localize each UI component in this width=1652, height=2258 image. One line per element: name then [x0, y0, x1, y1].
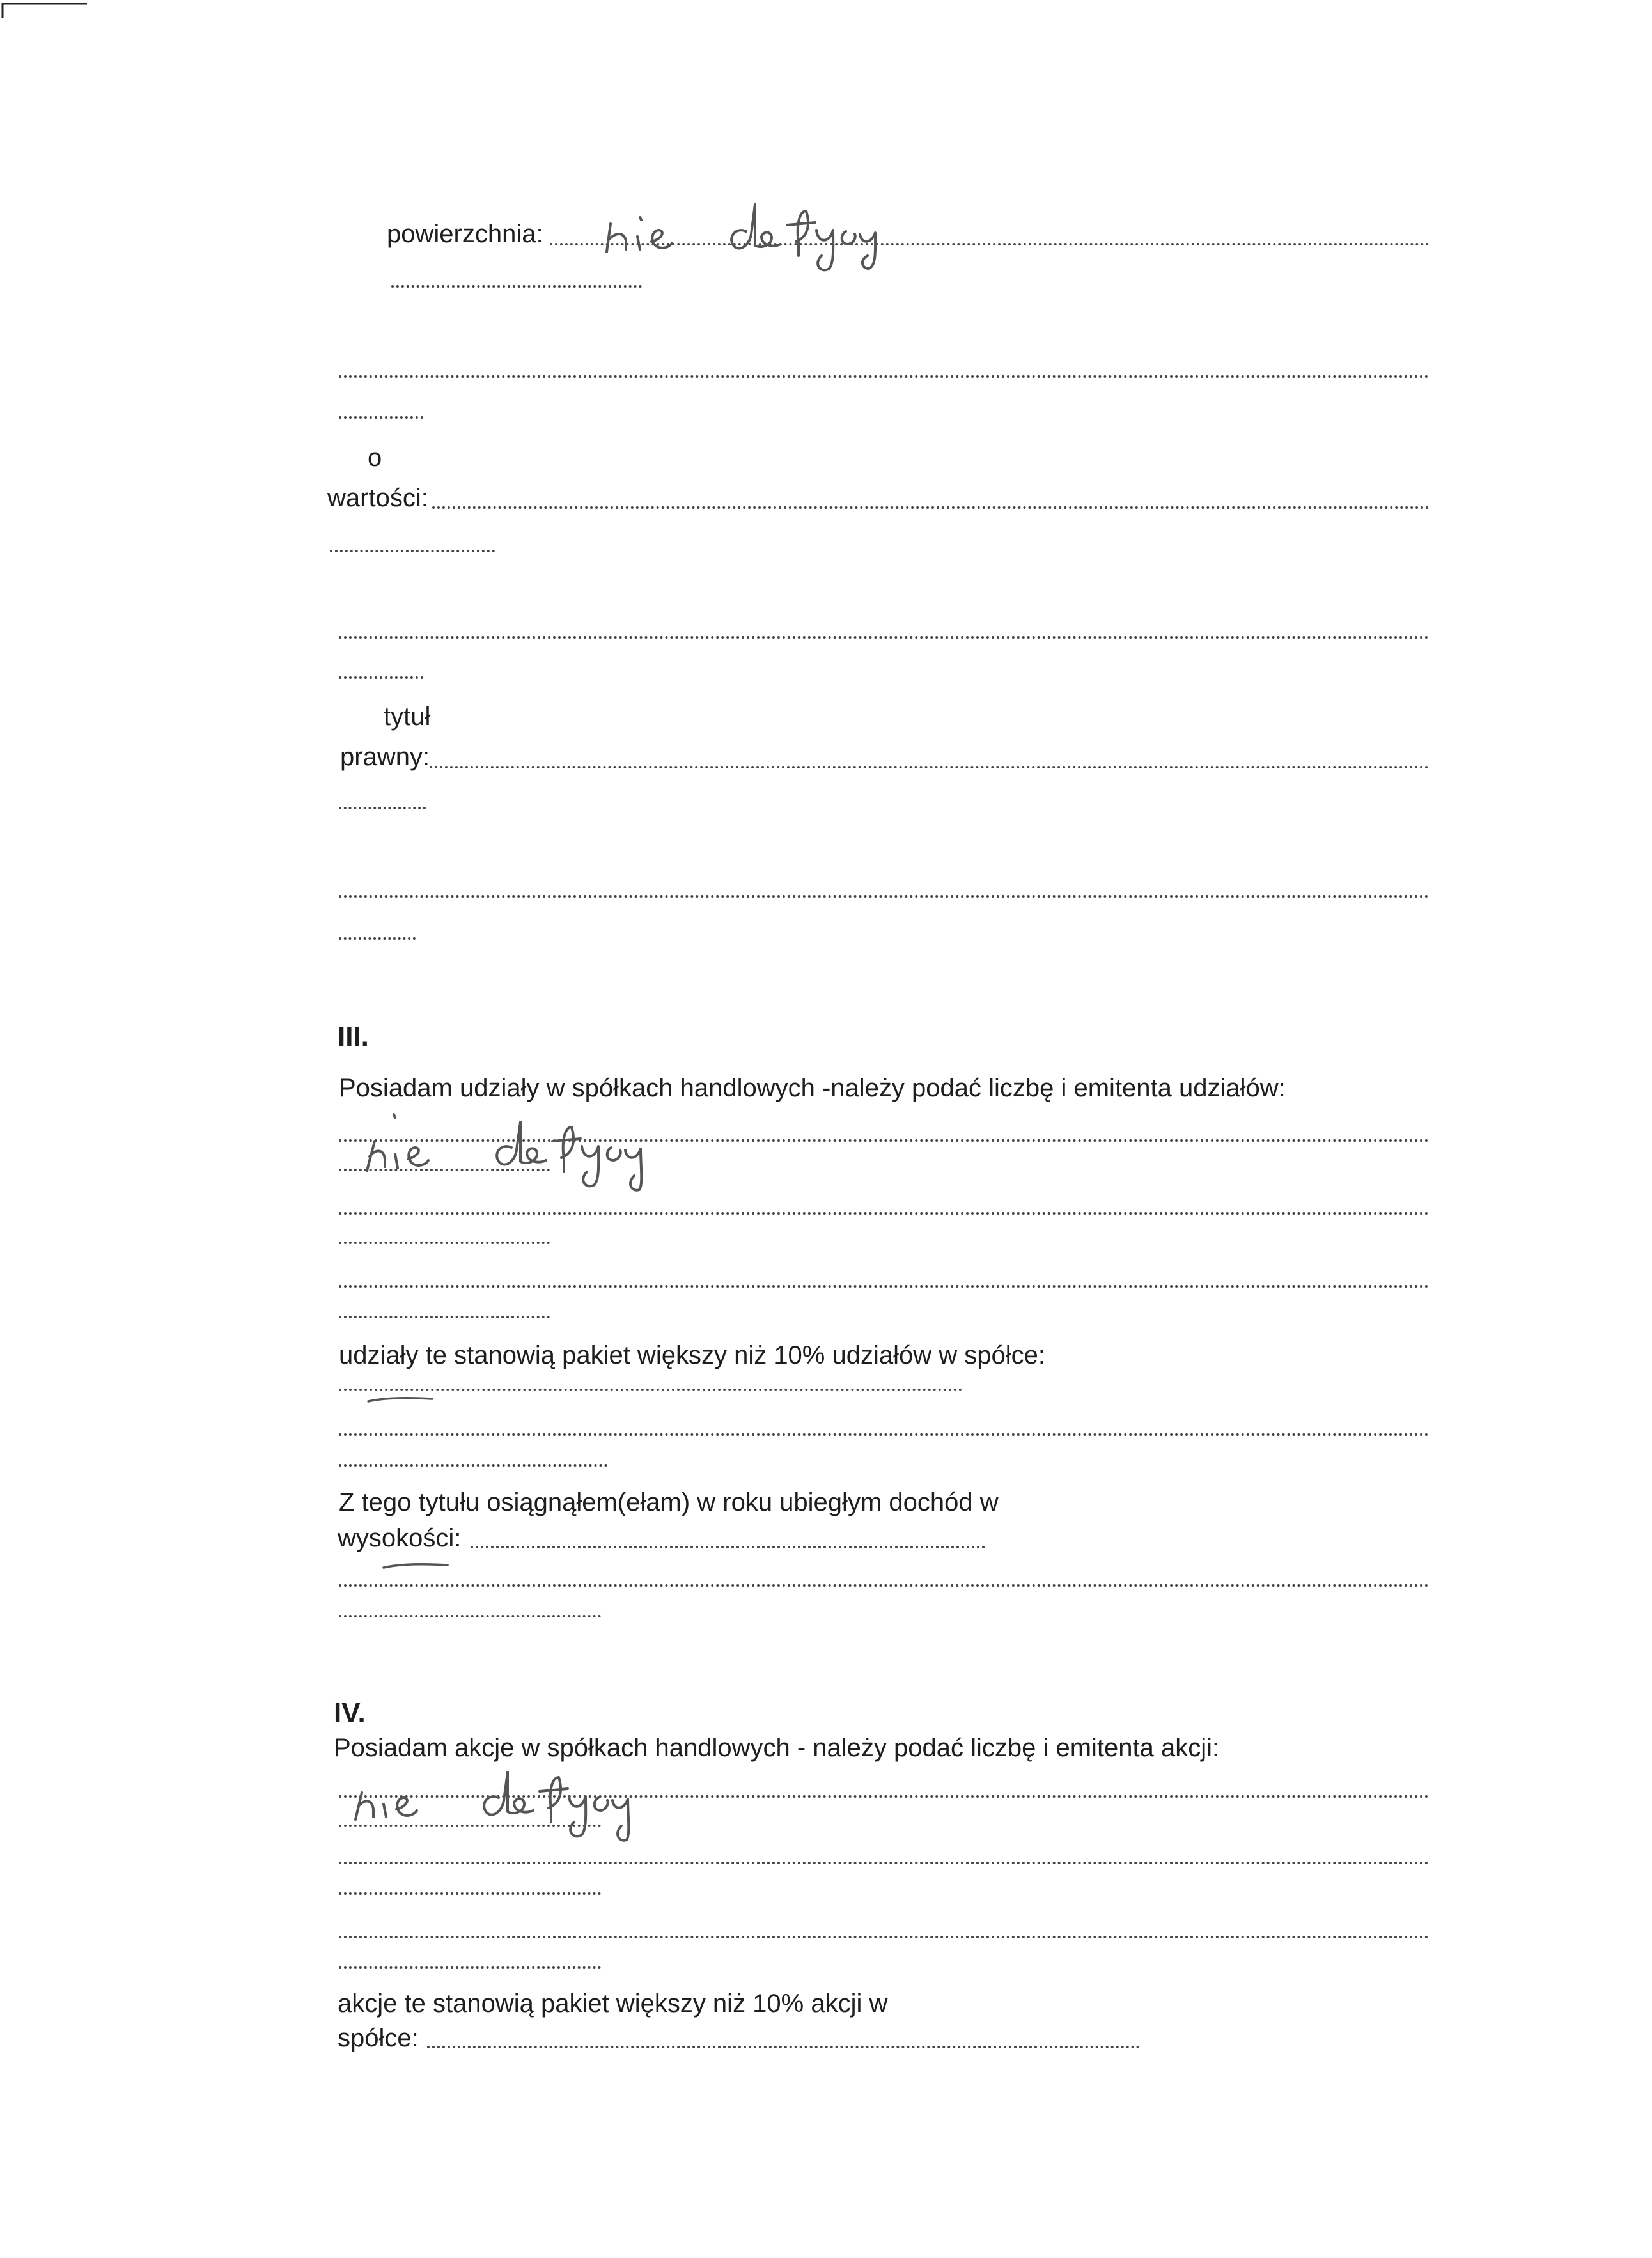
title-fill-line [430, 766, 1429, 768]
shares-income-extra-line-b [339, 1615, 601, 1617]
shares-fill-line-2b [339, 1242, 550, 1244]
property-extra-line-1b [339, 416, 423, 419]
title-continuation-line [339, 807, 426, 809]
stocks-fill-line-2b [339, 1892, 601, 1895]
shares-income-fill-line [471, 1546, 985, 1548]
property-extra-line-3 [339, 895, 1429, 898]
shares-income-question-line1: Z tego tytułu osiągnąłem(ełam) w roku ubiegłym dochód w [339, 1488, 999, 1516]
title-label-line2: prawny: [340, 743, 430, 771]
property-extra-line-2 [339, 636, 1429, 639]
value-label: wartości: [327, 484, 428, 512]
shares-stake-extra-line [339, 1433, 1429, 1436]
shares-stake-question: udziały te stanowią pakiet większy niż 10% udziałów w spółce: [339, 1341, 1045, 1369]
stocks-fill-line-3 [339, 1936, 1429, 1938]
property-extra-line-1 [339, 375, 1429, 378]
scan-corner-mark [0, 0, 90, 19]
title-label-line1: tytuł [384, 703, 431, 731]
shares-income-handwritten-dash [381, 1560, 451, 1573]
shares-stake-extra-line-b [339, 1464, 607, 1467]
stocks-fill-line-3b [339, 1966, 601, 1969]
stocks-fill-line-2 [339, 1862, 1429, 1864]
stocks-stake-fill-line [427, 2046, 1140, 2048]
area-label: powierzchnia: [387, 220, 543, 248]
shares-income-extra-line [339, 1584, 1429, 1587]
shares-fill-line-3b [339, 1316, 550, 1318]
area-handwritten-value [604, 185, 962, 275]
shares-question: Posiadam udziały w spółkach handlowych -należy podać liczbę i emitenta udziałów: [339, 1074, 1286, 1102]
stocks-question: Posiadam akcje w spółkach handlowych - należy podać liczbę i emitenta akcji: [334, 1734, 1220, 1762]
stocks-handwritten-value [345, 1758, 703, 1854]
shares-handwritten-value [358, 1109, 716, 1205]
value-continuation-line [330, 550, 495, 552]
shares-stake-handwritten-dash [366, 1394, 436, 1406]
shares-fill-line-2 [339, 1212, 1429, 1215]
property-extra-line-3b [339, 937, 416, 940]
value-fill-line [432, 506, 1430, 509]
property-extra-line-2b [339, 676, 423, 679]
stocks-stake-question-line1: akcje te stanowią pakiet większy niż 10% akcji w [338, 1989, 888, 2018]
shares-income-question-line2: wysokości: [338, 1524, 462, 1552]
section-iii-heading: III. [338, 1021, 369, 1052]
stocks-stake-question-line2: spółce: [338, 2024, 419, 2052]
shares-fill-line-3 [339, 1285, 1429, 1288]
value-prefix: o [368, 444, 382, 472]
section-iv-heading: IV. [334, 1697, 366, 1729]
shares-stake-fill-line [339, 1389, 962, 1391]
area-continuation-line [391, 285, 642, 288]
